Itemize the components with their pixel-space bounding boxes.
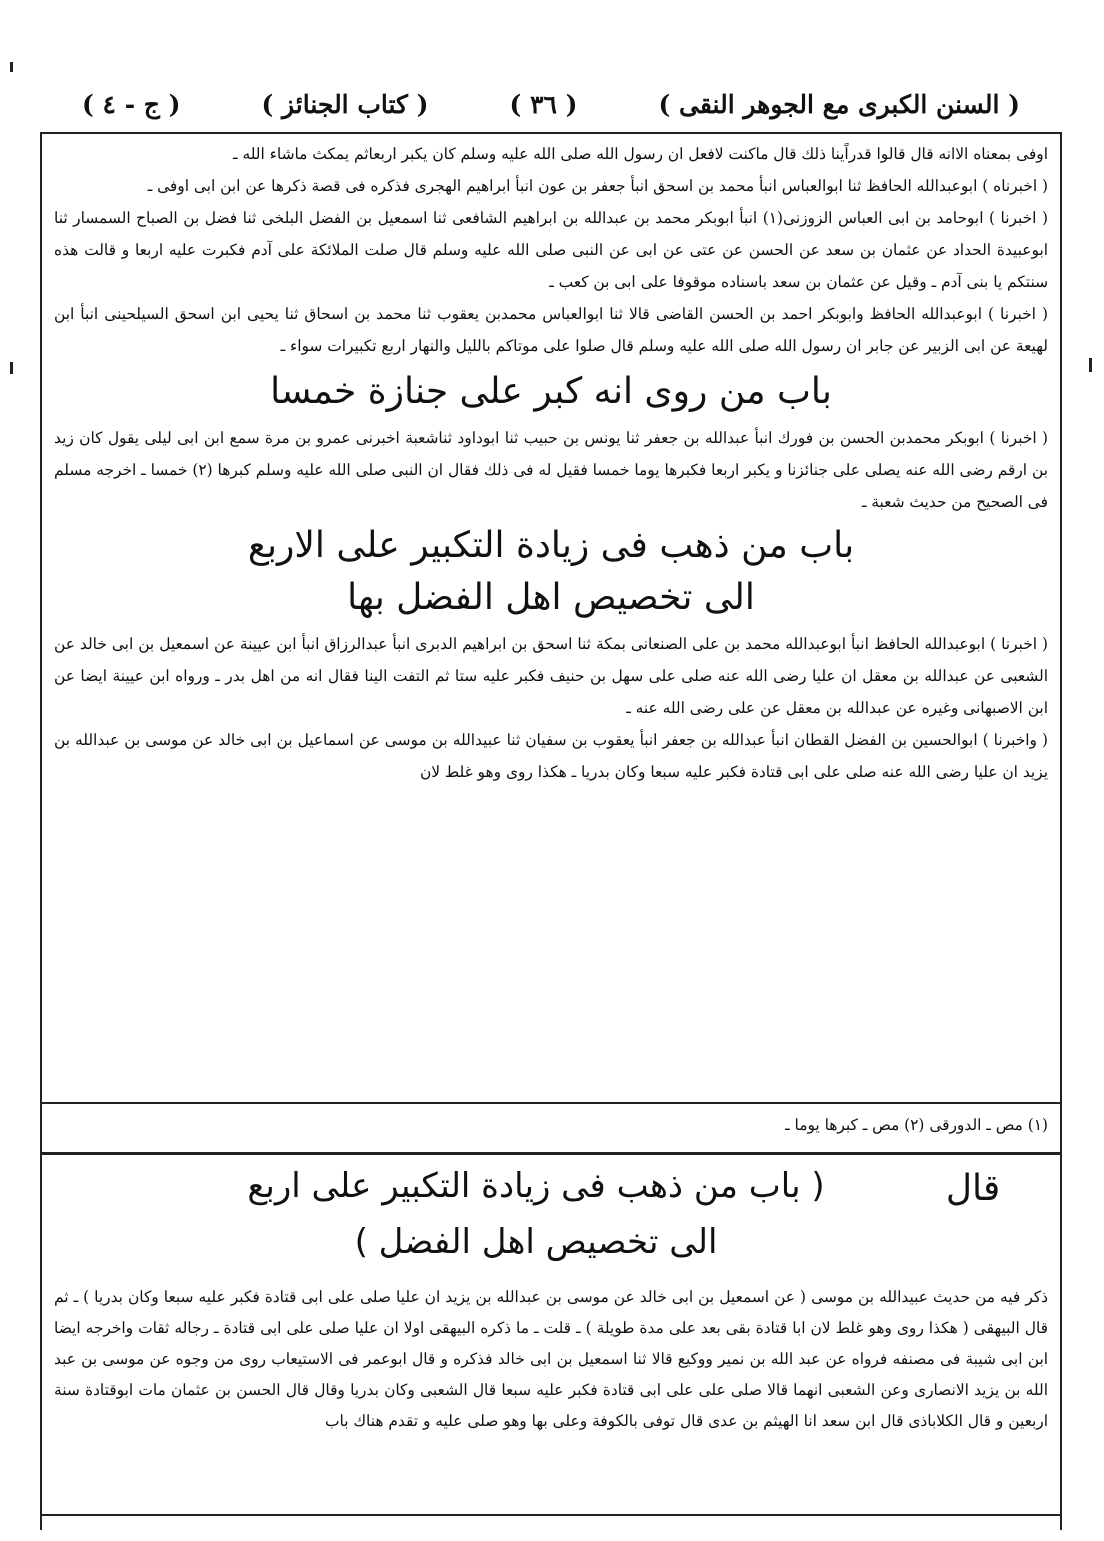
- paragraph: ( اخبرنا ) ابوعبدالله الحافظ انبأ ابوعبدالله محمد بن على الصنعانى بمكة ثنا اسحق بن ابراهيم الدبرى انبأ عبدالرزاق انبأ ابن عيينة عن اسمعيل بن ابى خالد عن الشعبى عن عبدالله بن معقل ان عليا رضى الله عنه صلى على سهل بن حنيف فكبر عليه ستا ثم التفت الينا فقال انه من اهل بدر ـ ورواه ابن عيينة ايضا عن ابن الاصبهانى وغيره عن عبدالله بن معقل عن على رضى الله عنه ـ: [54, 635, 1048, 717]
- paragraph: ( واخبرنا ) ابوالحسين بن الفضل القطان انبأ عبدالله بن جعفر انبأ يعقوب بن سفيان ثنا عبيدالله بن موسى عن اسماعيل بن ابى خالد عن موسى بن عبدالله بن يزيد ان عليا رضى الله عنه صلى على ابى قتادة فكبر عليه سبعا وكان بدريا ـ هكذا روى وهو غلط لان: [54, 731, 1049, 781]
- paragraph: ( اخبرنا ) ابوحامد بن ابى العباس الزوزنى(١) انبأ ابوبكر محمد بن عبدالله بن ابراهيم الشافعى ثنا اسمعيل بن الفضل البلخى ثنا فضل بن الصباح السمسار ثنا ابوعبيدة الحداد عن عثمان بن سعد عن الحسن عن عتى عن ابى عن النبى صلى الله عليه وسلم قال صلت الملائكة على آدم فكبرت عليه اربعا و قالت هذه سنتكم يا بنى آدم ـ وقيل عن عثمان بن سعد باسناده موقوفا على ابى بن كعب ـ: [54, 209, 1048, 291]
- paragraph: اوفى بمعناه الاانه قال قالوا قدراًينا ذلك قال ماكنت لافعل ان رسول الله صلى الله عليه وسلم كان يكبر اربعاثم يمكث ماشاء الله ـ: [233, 145, 1048, 163]
- footnote-rule: [40, 1102, 1062, 1104]
- book-title: ( السنن الكبرى مع الجوهر النقى ): [658, 89, 1020, 119]
- commentary-qal: قال: [945, 1168, 1001, 1209]
- footnotes: (١) مص ـ الدورقى (٢) مص ـ كبرها يوما ـ: [785, 1116, 1048, 1134]
- commentary-text: ذكر فيه من حديث عبيدالله بن موسى ( عن اسمعيل بن ابى خالد عن موسى بن عبدالله بن يزيد ان عليا صلى على ابى قتادة فكبر عليه سبعا وكان بدريا ) ـ ثم قال البيهقى ( هكذا روى وهو غلط لان ابا قتادة بقى بعد على مدة طويلة ) ـ قلت ـ ما ذكره البيهقى اولا ان عليا صلى على ابى قتادة ـ رجاله ثقات واخرجه ايضا ابن ابى شيبة فى مصنفه فرواه عن عبد الله بن نمير ووكيع قالا ثنا اسمعيل بن ابى خالد فذكره و قال ابوعمر فى الاستيعاب روى من وجوه عن موسى بن عبد الله بن يزيد الانصارى وعن الشعبى انهما قالا صلى على على ابى قتادة فكبر عليه سبعا قال الشعبى وكان بدريا وقال قال الحسن بن عثمان مات ابوقتادة سنة اربعين و قال الكلاباذى قال ابن سعد انا الهيثم بن عدى قال توفى بالكوفة وعلى بها وهو صلى عليه و تقدم هناك باب: [54, 1288, 1048, 1430]
- page-header: [40, 78, 1062, 130]
- commentary-title-line-2: الى تخصيص اهل الفضل ): [354, 1222, 718, 1262]
- commentary-heading: [54, 1158, 1048, 1282]
- commentary-rule: [40, 1152, 1062, 1155]
- main-text: [54, 138, 1048, 788]
- book-page: [40, 78, 1062, 1530]
- paragraph: ( اخبرنا ) ابوعبدالله الحافظ وابوبكر احمد بن الحسن القاضى قالا ثنا ابوالعباس محمدبن يعقوب ثنا محمد بن اسحاق ثنا يحيى ابن اسحق السيلحينى انبأ ابن لهيعة عن ابى الزبير عن جابر ان رسول الله صلى الله عليه وسلم قال صلوا على موتاكم بالليل والنهار اربع تكبيرات سواء ـ: [54, 305, 1048, 355]
- bottom-rule: [40, 1514, 1062, 1516]
- margin-mark-top: [10, 62, 13, 72]
- commentary-section: [54, 1158, 1048, 1437]
- chapter-heading-line-1: باب من ذهب فى زيادة التكبير على الاربع: [247, 525, 855, 566]
- commentary-title: [54, 1158, 898, 1270]
- margin-mark-right: [1089, 358, 1092, 372]
- volume-number: ( ج - ٤ ): [82, 89, 181, 119]
- page-number: ( ٣٦ ): [509, 89, 578, 119]
- chapter-heading-line-2: الى تخصيص اهل الفضل بها: [347, 577, 755, 618]
- paragraph: ( اخبرناه ) ابوعبدالله الحافظ ثنا ابوالعباس انبأ محمد بن اسحق انبأ جعفر بن عون انبأ ابراهيم الهجرى فذكره فى قصة ذكرها عن ابن ابى اوفى ـ: [147, 177, 1048, 195]
- chapter-heading: باب من روى انه كبر على جنازة خمسا: [270, 371, 832, 412]
- commentary-title-line-1: ( باب من ذهب فى زيادة التكبير على اربع: [247, 1166, 825, 1206]
- margin-mark-middle: [10, 362, 13, 374]
- header-rule: [40, 132, 1062, 134]
- section-title: ( كتاب الجنائز ): [261, 89, 429, 119]
- paragraph: ( اخبرنا ) ابوبكر محمدبن الحسن بن فورك انبأ عبدالله بن جعفر ثنا يونس بن حبيب ثنا ابوداود ثناشعبة اخبرنى عمرو بن مرة سمع ابن ابى ليلى يقول كان زيد بن ارقم رضى الله عنه يصلى على جنائزنا و يكبر اربعا فكبرها يوما خمسا فقيل له فى ذلك فقال ان النبى صلى الله عليه وسلم كبرها (٢) خمسا ـ اخرجه مسلم فى الصحيح من حديث شعبة ـ: [54, 429, 1048, 511]
